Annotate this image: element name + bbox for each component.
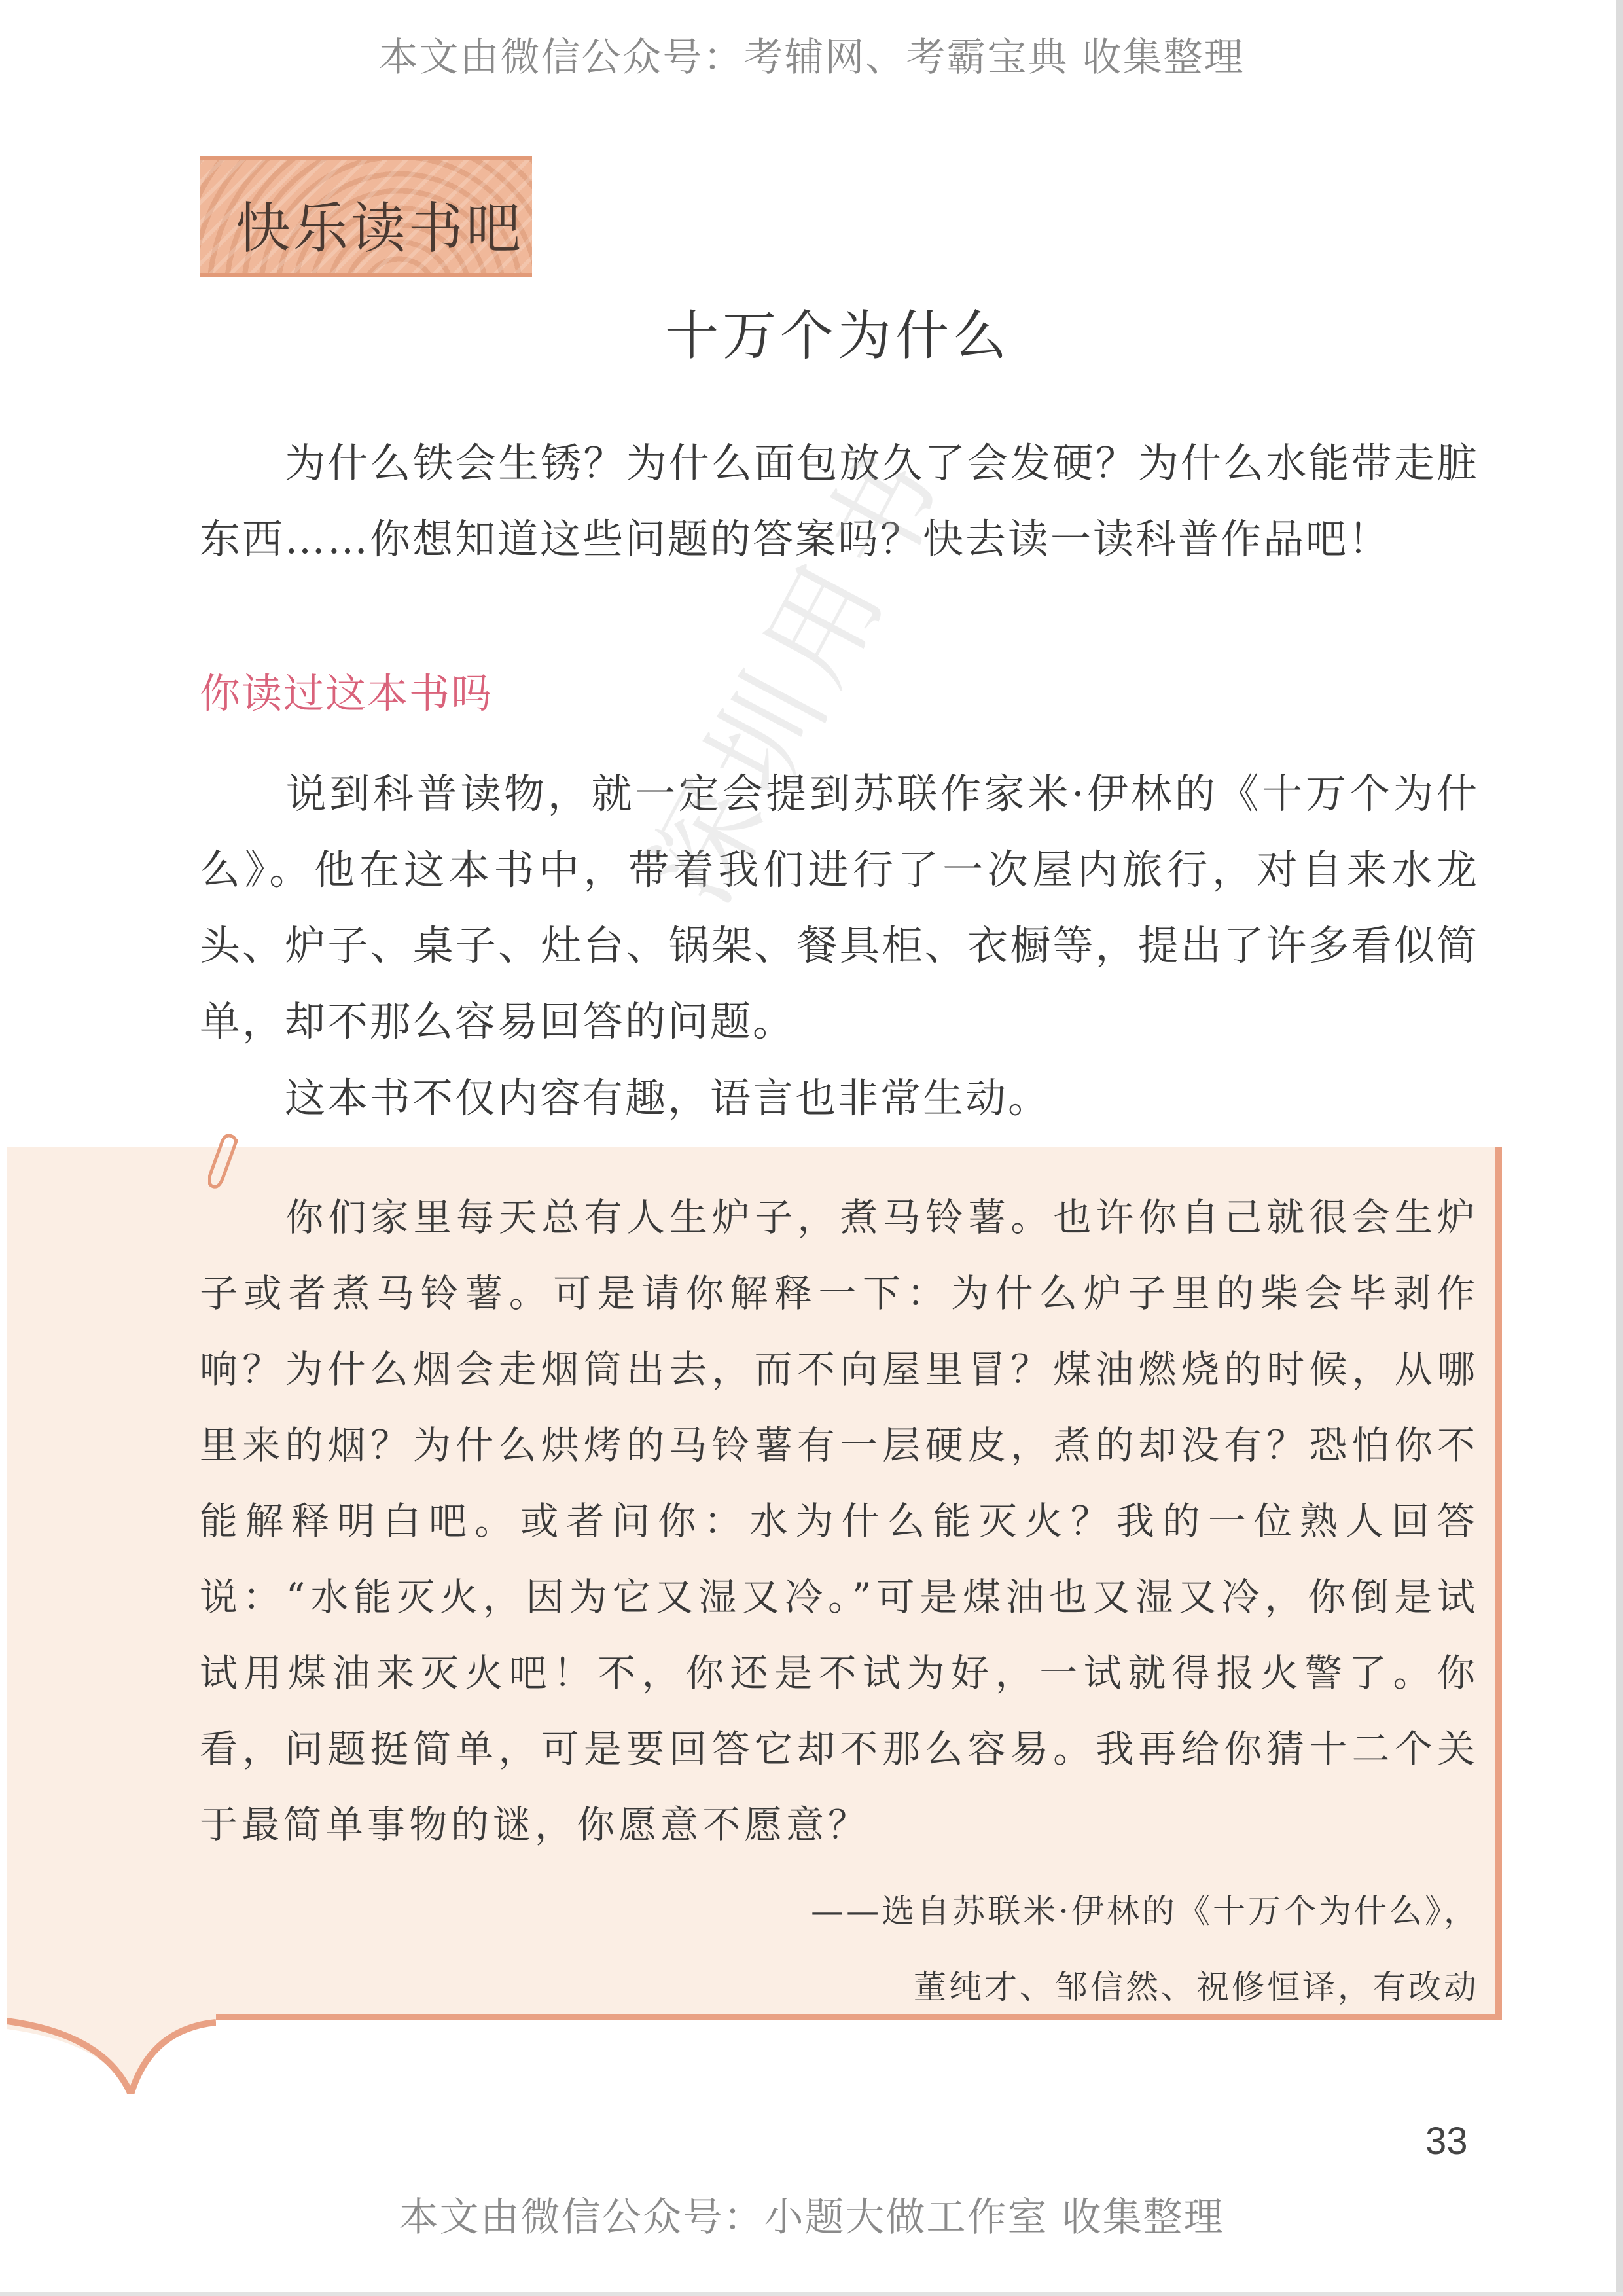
watermark-bottom: 本文由微信公众号：小题大做工作室 收集整理 [399,2195,1224,2240]
sub-heading: 你读过这本书吗 [200,670,493,717]
stamp-watermark: 深圳用书 [624,423,973,924]
excerpt-text [200,1179,1479,1863]
excerpt-source [694,1873,1479,2025]
book-title: 十万个为什么 [664,305,1010,367]
excerpt-source-line-1: ——选自苏联米·伊林的《十万个为什么》， [811,1892,1479,1930]
section-badge-label: 快乐读书吧 [236,196,524,260]
body-paragraph-1-text: 说到科普读物，就一定会提到苏联作家米·伊林的《十万个为什么》。他在这本书中，带着我们进行了一次屋内旅行，对自来水龙头、炉子、桌子、灶台、锅架、餐具柜、衣橱等，提出了许多看似简单，却不那么容易回答的问题。 [200,770,1479,1045]
body-paragraph-2-text: 这本书不仅内容有趣，语言也非常生动。 [285,1074,1051,1122]
intro-text: 为什么铁会生锈？为什么面包放久了会发硬？为什么水能带走脏东西……你想知道这些问题的答案吗？快去读一读科普作品吧！ [200,439,1479,563]
page-edge-bottom [0,2292,1623,2296]
section-badge [200,156,532,277]
body-paragraph-2 [200,1060,1479,1136]
excerpt-body: 你们家里每天总有人生炉子，煮马铃薯。也许你自己就很会生炉子或者煮马铃薯。可是请你解释一下：为什么炉子里的柴会毕剥作响？为什么烟会走烟筒出去，而不向屋里冒？煤油燃烧的时候，从哪里来的烟？为什么烘烤的马铃薯有一层硬皮，煮的却没有？恐怕你不能解释明白吧。或者问你：水为什么能灭火？我的一位熟人回答说：“水能灭火，因为它又湿又冷。”可是煤油也又湿又冷，你倒是试试用煤油来灭火吧！不，你还是不试为好，一试就得报火警了。你看，问题挺简单，可是要回答它却不那么容易。我再给你猜十二个关于最简单事物的谜，你愿意不愿意？ [200,1195,1479,1847]
page-curl-decoration [7,1964,216,2094]
body-paragraph-1 [200,756,1479,1060]
watermark-top: 本文由微信公众号：考辅网、考霸宝典 收集整理 [378,35,1245,81]
page-number: 33 [1425,2120,1468,2162]
excerpt-source-line-2: 董纯才、邹信然、祝修恒译，有改动 [914,1968,1479,2006]
